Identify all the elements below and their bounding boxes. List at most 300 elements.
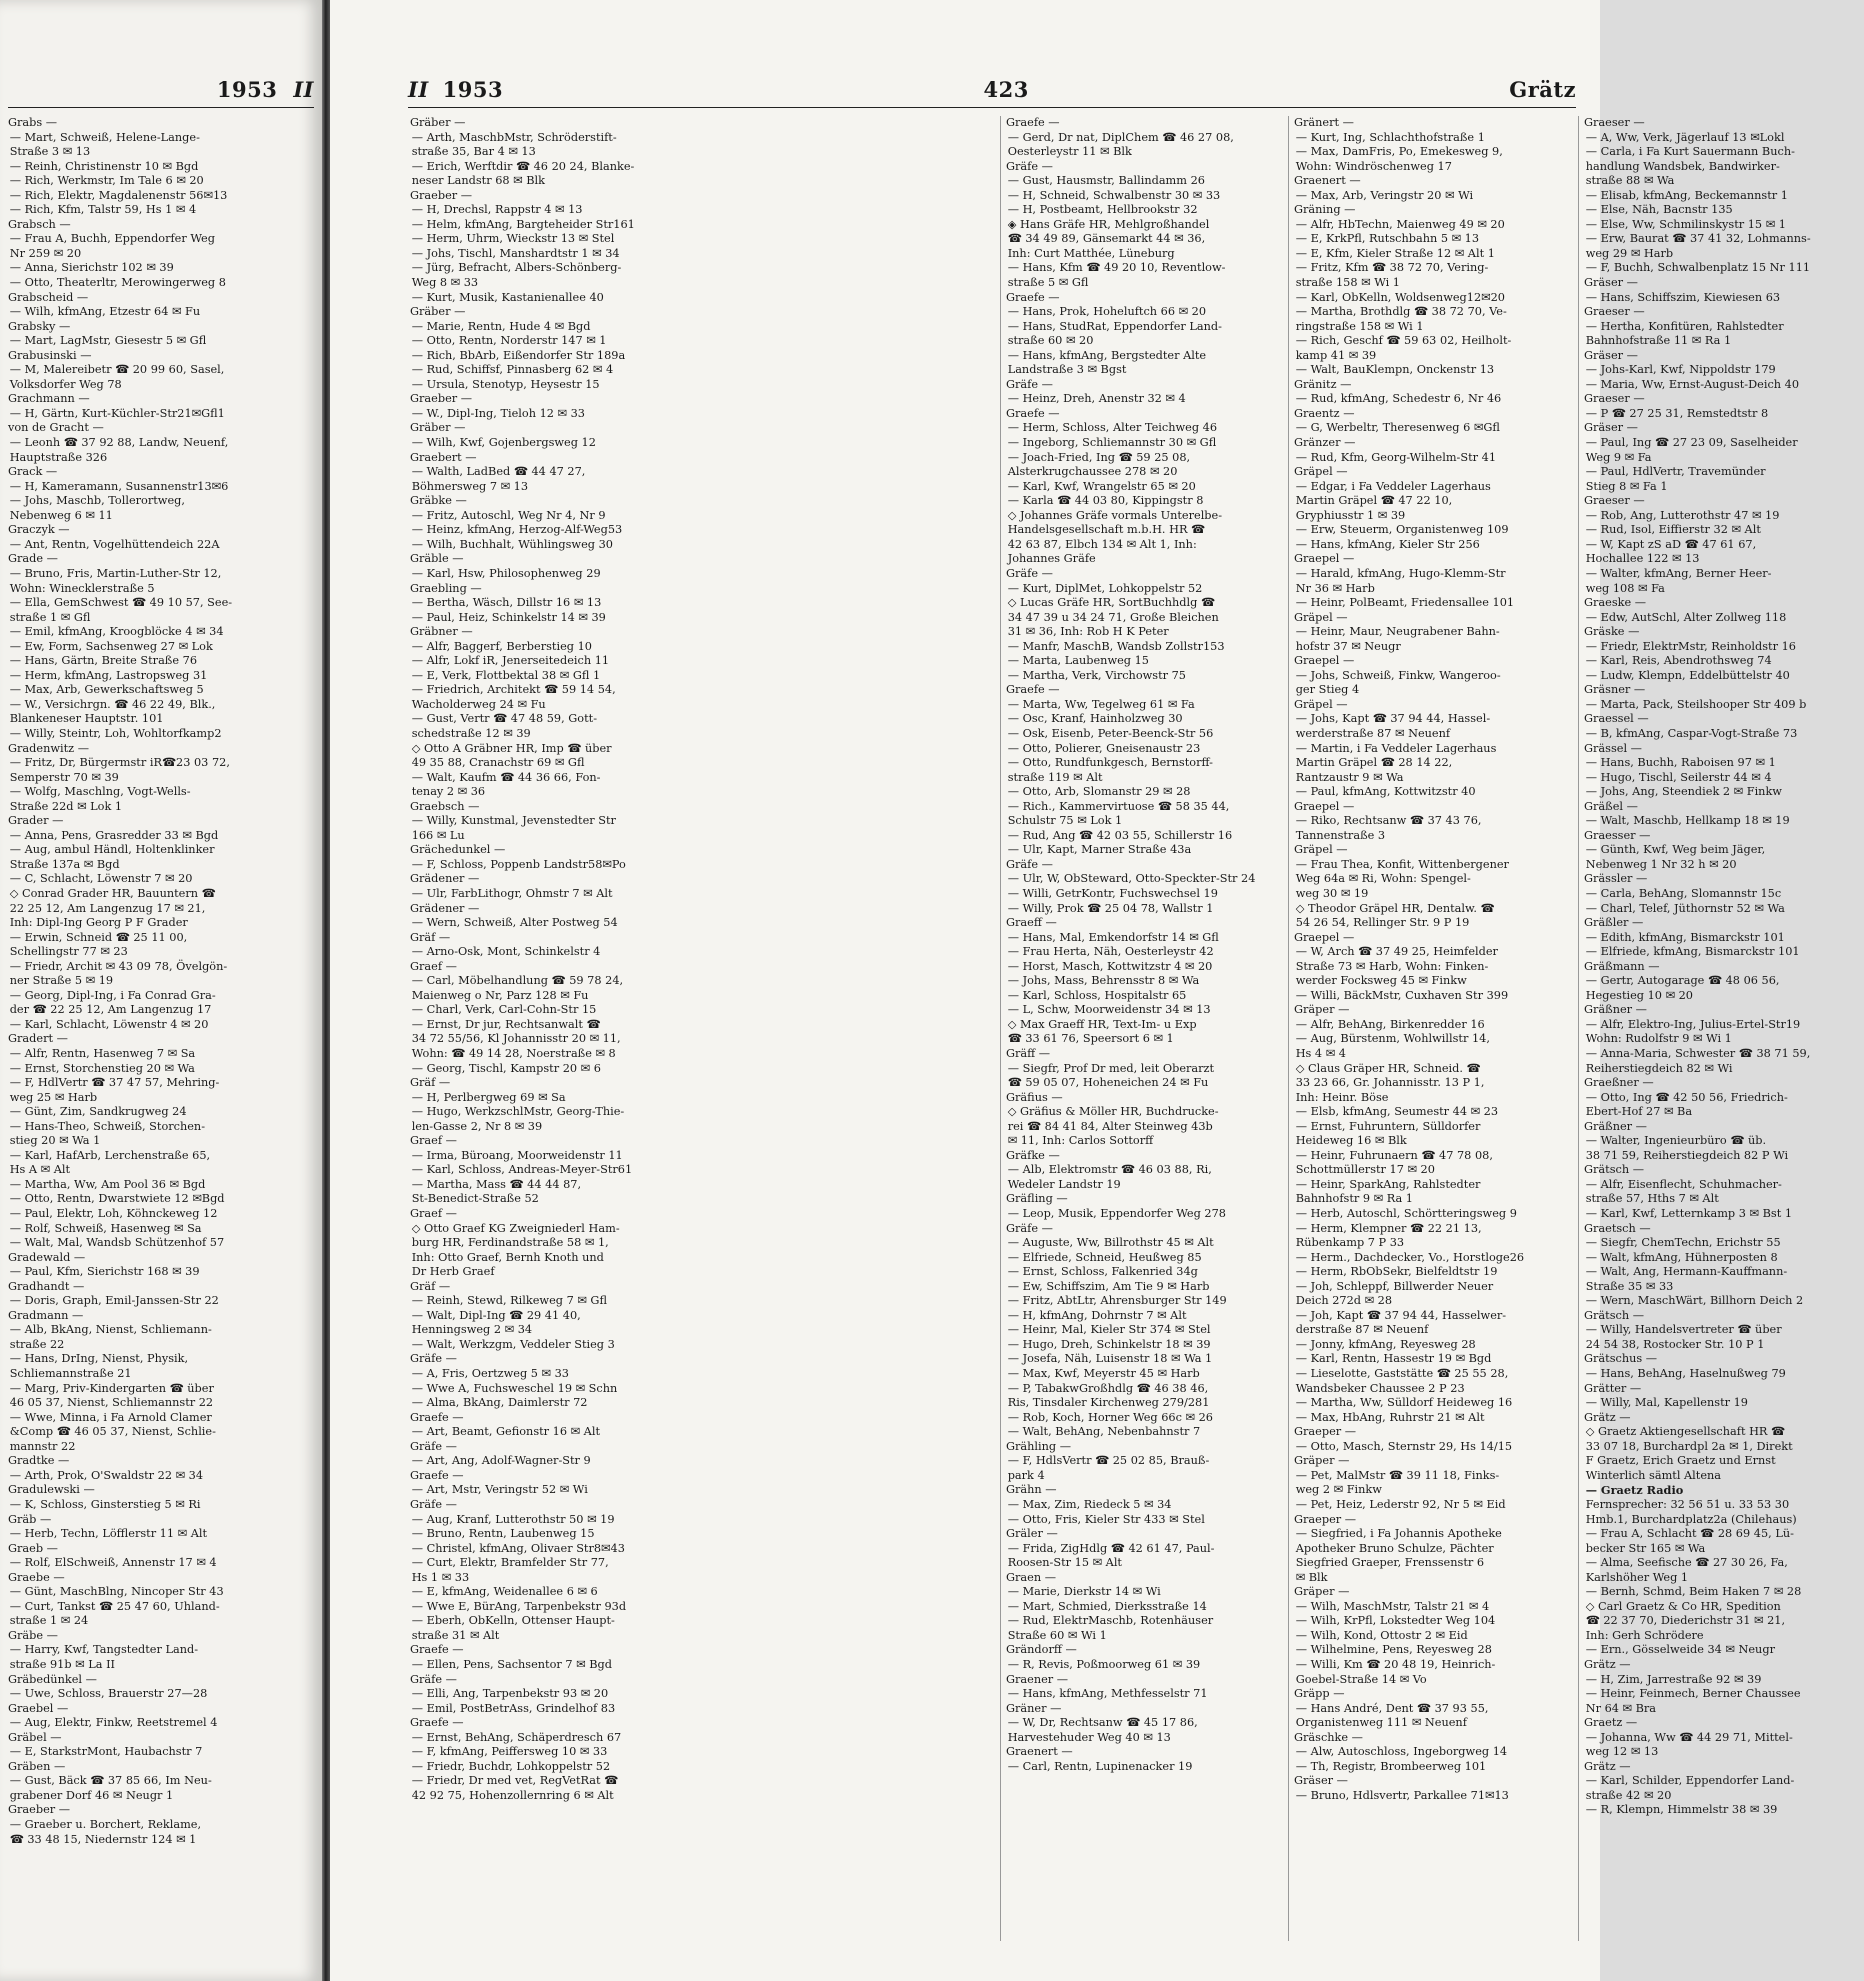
directory-entry: — Wern, Schweiß, Alter Postweg 54 [411, 916, 618, 930]
directory-entry: — Arth, MaschbMstr, Schröderstift- [411, 130, 617, 144]
surname-heading: Gräfe — [410, 1439, 457, 1453]
directory-entry: — Helm, kfmAng, Bargteheider Str161 [411, 217, 635, 231]
directory-entry: ☎ 59 05 07, Hoheneichen 24 ✉ Fu [1007, 1076, 1209, 1090]
directory-entry: — Rud, Isol, Eiffierstr 32 ✉ Alt [1585, 523, 1761, 537]
directory-entry: — Johs, Maschb, Tollerortweg, [9, 494, 185, 508]
directory-entry: ger Stieg 4 [1295, 683, 1360, 697]
company-entry: ◇ Max Graeff HR, Text-Im- u Exp [1007, 1017, 1197, 1031]
directory-entry: Wohn: Rudolfstr 9 ✉ Wi 1 [1585, 1032, 1732, 1046]
directory-entry: — L, Schw, Moorweidenstr 34 ✉ 13 [1007, 1003, 1211, 1017]
directory-entry: Wedeler Landstr 19 [1007, 1177, 1121, 1191]
directory-entry: Martin Gräpel ☎ 28 14 22, [1295, 756, 1453, 770]
directory-entry: — Johs, Ang, Steendiek 2 ✉ Finkw [1585, 785, 1782, 799]
surname-heading: Gränzer — [1294, 436, 1356, 450]
directory-entry: — Paul, Heiz, Schinkelstr 14 ✉ 39 [411, 610, 606, 624]
directory-entry: — Mart, Schmied, Dierksstraße 14 [1007, 1599, 1207, 1613]
directory-entry: ☎ 33 48 15, Niedernstr 124 ✉ 1 [9, 1832, 197, 1846]
column-divider [1578, 116, 1579, 1941]
directory-entry: 166 ✉ Lu [411, 828, 465, 842]
directory-entry: — Elfriede, kfmAng, Bismarckstr 101 [1585, 945, 1800, 959]
surname-heading: Gräpel — [1294, 610, 1348, 624]
directory-entry: derstraße 87 ✉ Neuenf [1295, 1323, 1429, 1337]
directory-entry: 42 63 87, Elbch 134 ✉ Alt 1, Inh: [1007, 537, 1197, 551]
directory-entry: — Josefa, Näh, Luisenstr 18 ✉ Wa 1 [1007, 1352, 1213, 1366]
directory-entry: Hmb.1, Burchardplatz2a (Chilehaus) [1585, 1512, 1797, 1526]
directory-entry: Rantzaustr 9 ✉ Wa [1295, 770, 1404, 784]
company-entry: ◇ Otto Graef KG Zweigniederl Ham- [411, 1221, 620, 1235]
directory-entry: — Johs, Schweiß, Finkw, Wangeroo- [1295, 668, 1501, 682]
directory-entry: — Walt, BauKlempn, Onckenstr 13 [1295, 363, 1495, 377]
surname-heading: Graetz — [1584, 1716, 1638, 1730]
directory-entry: — Art, Ang, Adolf-Wagner-Str 9 [411, 1454, 591, 1468]
surname-heading: Gräff — [1006, 1047, 1051, 1060]
directory-entry: — Karl, Schloss, Andreas-Meyer-Str61 [411, 1163, 633, 1177]
directory-entry: 22 25 12, Am Langenzug 17 ✉ 21, [9, 901, 206, 915]
surname-heading: Graebert — [410, 450, 477, 464]
directory-entry: — Hans, Kfm ☎ 49 20 10, Reventlow- [1007, 261, 1226, 275]
directory-entry: — Pet, MalMstr ☎ 39 11 18, Finks- [1295, 1468, 1500, 1482]
directory-entry: — Martha, Ww, Am Pool 36 ✉ Bgd [9, 1177, 206, 1191]
directory-entry: weg 30 ✉ 19 [1295, 886, 1369, 900]
directory-entry: — Art, Beamt, Gefionstr 16 ✉ Alt [411, 1425, 600, 1439]
directory-entry: Wohn: Winecklerstraße 5 [9, 581, 155, 595]
surname-heading: Graeser — [1584, 305, 1645, 319]
directory-entry: Hauptstraße 326 [9, 450, 108, 464]
directory-entry: — Frau A, Buchh, Eppendorfer Weg [9, 232, 215, 246]
directory-entry: — Max, Arb, Veringstr 20 ✉ Wi [1295, 188, 1474, 202]
surname-heading: Graebe — [8, 1570, 65, 1584]
directory-entry: Deich 272d ✉ 28 [1295, 1294, 1393, 1308]
surname-heading: Graepel — [1294, 552, 1355, 566]
directory-entry: — Hans André, Dent ☎ 37 93 55, [1295, 1701, 1489, 1715]
directory-entry: — Carla, i Fa Kurt Sauermann Buch- [1585, 145, 1795, 159]
directory-entry: — Willy, Steintr, Loh, Wohltorfkamp2 [9, 726, 222, 740]
directory-entry: — Alma, BkAng, Daimlerstr 72 [411, 1396, 588, 1410]
company-entry: ◇ Lucas Gräfe HR, SortBuchhdlg ☎ [1007, 596, 1216, 610]
surname-heading: Graefe — [410, 1468, 464, 1482]
surname-heading: Gräfke — [1006, 1148, 1060, 1162]
directory-entry: — B, kfmAng, Caspar-Vogt-Straße 73 [1585, 726, 1798, 740]
column-divider [1000, 116, 1001, 1941]
directory-entry: — Wwe E, BürAng, Tarpenbekstr 93d [411, 1599, 627, 1613]
surname-heading: Gräner — [1006, 1701, 1062, 1715]
directory-entry: becker Str 165 ✉ Wa [1585, 1541, 1706, 1555]
directory-entry: — H, Gärtn, Kurt-Küchler-Str21✉Gfl1 [9, 406, 225, 420]
surname-heading: Gräsner — [1584, 683, 1646, 697]
directory-entry: — Edgar, i Fa Veddeler Lagerhaus [1295, 479, 1491, 493]
directory-entry: — Ulr, FarbLithogr, Ohmstr 7 ✉ Alt [411, 886, 613, 900]
directory-entry: — Auguste, Ww, Billrothstr 45 ✉ Alt [1007, 1236, 1214, 1250]
directory-entry: — Willy, Prok ☎ 25 04 78, Wallstr 1 [1007, 901, 1214, 915]
directory-entry: Reiherstiegdeich 82 ✉ Wi [1585, 1061, 1733, 1075]
directory-entry: ☎ 34 49 89, Gänsemarkt 44 ✉ 36, [1007, 232, 1206, 246]
surname-heading: Gräben — [8, 1759, 66, 1773]
directory-entry: der ☎ 22 25 12, Am Langenzug 17 [9, 1003, 212, 1017]
directory-entry: F Graetz, Erich Graetz und Ernst [1585, 1454, 1776, 1468]
directory-entry: — Graetz Radio [1585, 1483, 1684, 1498]
directory-entry: straße 42 ✉ 20 [1585, 1788, 1672, 1802]
directory-entry: — W., Dipl-Ing, Tieloh 12 ✉ 33 [411, 406, 585, 420]
directory-entry: — H, Perlbergweg 69 ✉ Sa [411, 1090, 566, 1104]
directory-entry: hofstr 37 ✉ Neugr [1295, 639, 1401, 653]
directory-entry: — Ernst, Schloss, Falkenried 34g [1007, 1265, 1198, 1279]
directory-entry: 34 47 39 u 34 24 71, Große Bleichen [1007, 610, 1219, 624]
directory-entry: — Otto, Theaterltr, Merowingerweg 8 [9, 276, 226, 290]
directory-entry: — Ew, Schiffszim, Am Tie 9 ✉ Harb [1007, 1279, 1210, 1293]
directory-entry: — Elsb, kfmAng, Seumestr 44 ✉ 23 [1295, 1105, 1499, 1119]
directory-entry: — Ant, Rentn, Vogelhüttendeich 22A [9, 537, 220, 551]
surname-heading: Graepel — [1294, 930, 1355, 944]
directory-entry: — Hugo, WerkzschlMstr, Georg-Thie- [411, 1105, 625, 1119]
surname-heading: Graeser — [1584, 392, 1645, 406]
directory-entry: Inh: Curt Matthée, Lüneburg [1007, 246, 1175, 260]
directory-entry: — Siegfr, Prof Dr med, leit Oberarzt [1007, 1061, 1215, 1075]
directory-entry: — Paul, Elektr, Loh, Köhnckeweg 12 [9, 1207, 218, 1221]
surname-heading: Gräfe — [1006, 159, 1053, 173]
running-head: Grätz [1509, 77, 1576, 102]
directory-entry: — Paul, HdlVertr, Travemünder [1585, 465, 1766, 479]
directory-entry: — Alma, Seefische ☎ 27 30 26, Fa, [1585, 1556, 1788, 1570]
directory-entry: Wohn: ☎ 49 14 28, Noerstraße ✉ 8 [411, 1047, 616, 1060]
directory-entry: — Heinr, Mal, Kieler Str 374 ✉ Stel [1007, 1323, 1211, 1337]
surname-heading: Grätsch — [1584, 1163, 1644, 1177]
directory-entry: — Otto, Rundfunkgesch, Bernstorff- [1007, 756, 1213, 770]
directory-entry: Hegestieg 10 ✉ 20 [1585, 988, 1693, 1002]
directory-entry: — Emil, kfmAng, Kroogblöcke 4 ✉ 34 [9, 625, 224, 639]
surname-heading: Gradenwitz — [8, 741, 90, 755]
directory-entry: Stieg 8 ✉ Fa 1 [1585, 479, 1668, 493]
directory-entry: — Pet, Heiz, Lederstr 92, Nr 5 ✉ Eid [1295, 1497, 1506, 1511]
directory-entry: — Aug, Elektr, Finkw, Reetstremel 4 [9, 1716, 218, 1730]
company-entry: ◇ Conrad Grader HR, Bauuntern ☎ [9, 886, 216, 900]
directory-entry: len-Gasse 2, Nr 8 ✉ 39 [411, 1119, 543, 1133]
directory-entry: — G, Werbeltr, Theresenweg 6 ✉Gfl [1295, 421, 1500, 435]
directory-entry: — M, Malereibetr ☎ 20 99 60, Sasel, [9, 363, 225, 377]
directory-entry: 33 07 18, Burchardpl 2a ✉ 1, Direkt [1585, 1439, 1793, 1453]
header-rule [8, 107, 314, 108]
directory-entry: — Karla ☎ 44 03 80, Kippingstr 8 [1007, 494, 1204, 508]
directory-entry: — Herm, Klempner ☎ 22 21 13, [1295, 1221, 1482, 1235]
directory-entry: 49 35 88, Cranachstr 69 ✉ Gfl [411, 756, 585, 770]
surname-heading: Grähling — [1006, 1439, 1072, 1453]
directory-entry: — Rud, Schiffsf, Pinnasberg 62 ✉ 4 [411, 363, 614, 377]
directory-entry: — Paul, kfmAng, Kottwitzstr 40 [1295, 785, 1476, 799]
directory-entry: Wacholderweg 24 ✉ Fu [411, 697, 546, 711]
directory-entry: 33 23 66, Gr. Johannisstr. 13 P 1, [1295, 1076, 1485, 1090]
surname-heading: Gräfe — [410, 1672, 457, 1686]
directory-entry: Inh: Dipl-Ing Georg P F Grader [9, 916, 188, 930]
directory-entry: Oesterleystr 11 ✉ Blk [1007, 145, 1132, 159]
directory-entry: — Marta, Pack, Steilshooper Str 409 b [1585, 697, 1807, 711]
directory-entry: — Hans, Schiffszim, Kiewiesen 63 [1585, 290, 1781, 304]
directory-entry: — Hans, Mal, Emkendorfstr 14 ✉ Gfl [1007, 930, 1219, 944]
directory-entry: straße 5 ✉ Gfl [1007, 276, 1089, 290]
surname-heading: Grabscheid — [8, 290, 89, 304]
surname-heading: Graeff — [1006, 916, 1057, 930]
directory-entry: — Walter, Ingenieurbüro ☎ üb. [1585, 1134, 1767, 1148]
directory-entry: — Wolfg, Maschlng, Vogt-Wells- [9, 785, 191, 799]
directory-entry: — Fritz, Autoschl, Weg Nr 4, Nr 9 [411, 508, 606, 522]
directory-entry: — Osk, Eisenb, Peter-Beenck-Str 56 [1007, 726, 1214, 740]
surname-heading: Graeber — [410, 392, 473, 406]
surname-heading: Grätz — [1584, 1410, 1631, 1424]
directory-entry: — W, Kapt zS aD ☎ 47 61 67, [1585, 537, 1757, 551]
directory-entry: — Otto, Masch, Sternstr 29, Hs 14/15 [1295, 1439, 1513, 1453]
directory-entry: — Hans, DrIng, Nienst, Physik, [9, 1352, 189, 1366]
directory-entry: — Joach-Fried, Ing ☎ 59 25 08, [1007, 450, 1191, 464]
directory-entry: — Heinz, Dreh, Anenstr 32 ✉ 4 [1007, 392, 1186, 406]
directory-entry: — Joh, Kapt ☎ 37 94 44, Hasselwer- [1295, 1308, 1507, 1322]
directory-entry: Handelsgesellschaft m.b.H. HR ☎ [1007, 523, 1206, 537]
directory-entry: — Art, Mstr, Veringstr 52 ✉ Wi [411, 1483, 588, 1497]
directory-entry: — Alfr, BehAng, Birkenredder 16 [1295, 1017, 1485, 1031]
left-header-part: II [293, 77, 314, 102]
directory-entry: — Rich, Geschf ☎ 59 63 02, Heilholt- [1295, 334, 1512, 348]
book-gutter [322, 0, 330, 1981]
directory-entry: — Gust, Vertr ☎ 47 48 59, Gott- [411, 712, 598, 726]
directory-entry: Weg 9 ✉ Fa [1585, 450, 1652, 464]
directory-entry: ✉ Blk [1295, 1570, 1328, 1584]
directory-entry: — Mart, LagMstr, Giesestr 5 ✉ Gfl [9, 334, 207, 348]
directory-entry: — Willi, GetrKontr, Fuchswechsel 19 [1007, 886, 1218, 900]
directory-entry: — Ew, Form, Sachsenweg 27 ✉ Lok [9, 639, 213, 653]
directory-entry: — Charl, Telef, Jüthornstr 52 ✉ Wa [1585, 901, 1785, 915]
directory-entry: — Karl, Rentn, Hassestr 19 ✉ Bgd [1295, 1352, 1492, 1366]
directory-entry: — Arno-Osk, Mont, Schinkelstr 4 [411, 945, 601, 959]
directory-entry: — Walt, Werkzgm, Veddeler Stieg 3 [411, 1337, 615, 1351]
directory-entry: — Wilh, MaschMstr, Talstr 21 ✉ 4 [1295, 1599, 1490, 1613]
directory-entry: 38 71 59, Reiherstiegdeich 82 P Wi [1585, 1148, 1789, 1162]
directory-entry: — Marie, Dierkstr 14 ✉ Wi [1007, 1585, 1161, 1599]
surname-heading: Grätz — [1584, 1657, 1631, 1671]
left-header-year: 1953 [216, 77, 278, 102]
directory-entry: — Rich., Kammervirtuose ☎ 58 35 44, [1007, 799, 1230, 813]
directory-entry: — E, StarkstrMont, Haubachstr 7 [9, 1745, 203, 1759]
surname-heading: Gräser — [1584, 348, 1638, 362]
surname-heading: Grätz — [1584, 1759, 1631, 1773]
directory-entry: — Hans, kfmAng, Bergstedter Alte [1007, 348, 1207, 362]
directory-entry: 24 54 38, Rostocker Str. 10 P 1 [1585, 1337, 1765, 1351]
surname-heading: Gradulewski — [8, 1483, 95, 1497]
directory-entry: — Alb, BkAng, Nienst, Schliemann- [9, 1323, 212, 1337]
directory-entry: — Hans, Gärtn, Breite Straße 76 [9, 654, 198, 668]
surname-heading: Gradhandt — [8, 1279, 85, 1293]
surname-heading: Graeske — [1584, 596, 1647, 610]
directory-entry: straße 1 ✉ 24 [9, 1614, 89, 1628]
directory-entry: — F, Buchh, Schwalbenplatz 15 Nr 111 [1585, 261, 1811, 275]
directory-entry: — Karl, Hsw, Philosophenweg 29 [411, 566, 601, 580]
directory-entry: Weg 8 ✉ 33 [411, 276, 479, 290]
directory-entry: — Edw, AutSchl, Alter Zollweg 118 [1585, 610, 1787, 624]
directory-entry: straße 35, Bar 4 ✉ 13 [411, 145, 536, 159]
directory-entry: — Alfr, Eisenflecht, Schuhmacher- [1585, 1177, 1782, 1191]
directory-entry: — Siegfr, ChemTechn, Erichstr 55 [1585, 1236, 1781, 1250]
surname-heading: Graeber — [410, 188, 473, 202]
directory-entry: — Else, Näh, Bacnstr 135 [1585, 203, 1733, 217]
directory-entry: — Günt, MaschBlng, Nincoper Str 43 [9, 1585, 224, 1599]
directory-entry: 42 92 75, Hohenzollernring 6 ✉ Alt [411, 1788, 614, 1802]
surname-heading: Gräbner — [410, 625, 473, 639]
directory-entry: — Herm, Schloss, Alter Teichweg 46 [1007, 421, 1218, 435]
directory-entry: — Alfr, Rentn, Hasenweg 7 ✉ Sa [9, 1047, 196, 1060]
directory-entry: — Reinh, Christinenstr 10 ✉ Bgd [9, 159, 199, 173]
directory-entry: — Ernst, Fuhruntern, Sülldorfer [1295, 1119, 1481, 1133]
directory-entry: — Hertha, Konfitüren, Rahlstedter [1585, 319, 1784, 333]
directory-entry: St-Benedict-Straße 52 [411, 1192, 539, 1206]
directory-entry: Roosen-Str 15 ✉ Alt [1007, 1556, 1122, 1570]
directory-entry: — H, kfmAng, Dohrnstr 7 ✉ Alt [1007, 1308, 1187, 1322]
directory-entry: — Th, Registr, Brombeerweg 101 [1295, 1759, 1487, 1773]
surname-heading: Grätschus — [1584, 1352, 1658, 1366]
directory-entry: — Ulr, Kapt, Marner Straße 43a [1007, 843, 1192, 857]
directory-entry: — Gertr, Autogarage ☎ 48 06 56, [1585, 974, 1780, 988]
directory-entry: — Edith, kfmAng, Bismarckstr 101 [1585, 930, 1785, 944]
directory-entry: Hochallee 122 ✉ 13 [1585, 552, 1700, 566]
directory-entry: ☎ 22 37 70, Diederichstr 31 ✉ 21, [1585, 1614, 1786, 1628]
directory-entry: — Walt, Dipl-Ing ☎ 29 41 40, [411, 1308, 581, 1322]
directory-entry: — Marta, Ww, Tegelweg 61 ✉ Fa [1007, 697, 1195, 711]
directory-entry: — Doris, Graph, Emil-Janssen-Str 22 [9, 1294, 219, 1308]
surname-heading: Graeser — [1584, 116, 1645, 129]
surname-heading: Graepel — [1294, 799, 1355, 813]
directory-entry: — Carl, Möbelhandlung ☎ 59 78 24, [411, 974, 624, 988]
directory-entry: — Hans-Theo, Schweiß, Storchen- [9, 1119, 206, 1133]
directory-entry: — Herm., Dachdecker, Vo., Horstloge26 [1295, 1250, 1525, 1264]
surname-heading: Gradmann — [8, 1308, 84, 1322]
directory-entry: — Bertha, Wäsch, Dillstr 16 ✉ 13 [411, 596, 602, 610]
directory-entry: — Hugo, Tischl, Seilerstr 44 ✉ 4 [1585, 770, 1772, 784]
company-entry: ◇ Claus Gräper HR, Schneid. ☎ [1295, 1061, 1481, 1075]
surname-heading: Grade — [8, 552, 58, 566]
surname-heading: Gräser — [1584, 421, 1638, 435]
directory-entry: — Otto, Arb, Slomanstr 29 ✉ 28 [1007, 785, 1191, 799]
directory-entry: — Hans, BehAng, Haselnußweg 79 [1585, 1367, 1786, 1381]
surname-heading: Graeser — [1584, 494, 1645, 508]
directory-entry: — Otto, Rentn, Dwarstwiete 12 ✉Bgd [9, 1192, 225, 1206]
directory-entry: — Paul, Kfm, Sierichstr 168 ✉ 39 [9, 1265, 200, 1279]
directory-entry: Straße 3 ✉ 13 [9, 145, 91, 159]
directory-entry: — Frau Thea, Konfit, Wittenbergener [1295, 857, 1509, 871]
directory-entry: — Curt, Tankst ☎ 25 47 60, Uhland- [9, 1599, 220, 1613]
directory-entry: — Siegfried, i Fa Johannis Apotheke [1295, 1527, 1502, 1541]
directory-entry: — Fritz, Dr, Bürgermstr iR☎23 03 72, [9, 756, 230, 770]
directory-entry: — Martha, Brothdlg ☎ 38 72 70, Ve- [1295, 305, 1507, 319]
directory-entry: ✉ 11, Inh: Carlos Sottorff [1007, 1134, 1154, 1148]
directory-entry: — Horst, Masch, Kottwitzstr 4 ✉ 20 [1007, 959, 1213, 973]
directory-entry: Schulstr 75 ✉ Lok 1 [1007, 814, 1123, 828]
surname-heading: Graefe — [1006, 406, 1060, 420]
directory-entry: — Curt, Elektr, Bramfelder Str 77, [411, 1556, 609, 1570]
directory-entry: kamp 41 ✉ 39 [1295, 348, 1377, 362]
directory-entry: weg 2 ✉ Finkw [1295, 1483, 1382, 1497]
surname-heading: Graeper — [1294, 1425, 1357, 1439]
surname-heading: Gradert — [8, 1032, 68, 1046]
directory-entry: — Karl, Kwf, Wrangelstr 65 ✉ 20 [1007, 479, 1196, 493]
surname-heading: Gräbke — [410, 494, 467, 508]
directory-entry: Landstraße 3 ✉ Bgst [1007, 363, 1127, 377]
directory-entry: — Alfr, Elektro-Ing, Julius-Ertel-Str19 [1585, 1017, 1801, 1031]
surname-heading: Gräske — [1584, 625, 1640, 639]
directory-entry: — Bruno, Rentn, Laubenweg 15 [411, 1527, 595, 1541]
surname-heading: Graefe — [1006, 683, 1060, 697]
directory-entry: — E, Kfm, Kieler Straße 12 ✉ Alt 1 [1295, 246, 1495, 260]
directory-entry: — W, Dr, Rechtsanw ☎ 45 17 86, [1007, 1716, 1198, 1730]
directory-entry: straße 91b ✉ La II [9, 1657, 115, 1671]
directory-entry: — Uwe, Schloss, Brauerstr 27—28 [9, 1687, 208, 1701]
surname-heading: Graefe — [1006, 116, 1060, 129]
directory-entry: — R, Klempn, Himmelstr 38 ✉ 39 [1585, 1803, 1778, 1817]
directory-entry: Bahnhofstraße 11 ✉ Ra 1 [1585, 334, 1732, 348]
surname-heading: Gräpel — [1294, 843, 1348, 857]
directory-entry: — H, Zim, Jarrestraße 92 ✉ 39 [1585, 1672, 1762, 1686]
directory-entry: — Anna, Sierichstr 102 ✉ 39 [9, 261, 174, 275]
directory-entry: — Wwe, Minna, i Fa Arnold Clamer [9, 1410, 212, 1424]
company-entry: ◇ Carl Graetz & Co HR, Spedition [1585, 1599, 1781, 1613]
directory-entry: — Jonny, kfmAng, Reyesweg 28 [1295, 1337, 1476, 1351]
directory-entry: — Joh, Schleppf, Billwerder Neuer [1295, 1279, 1494, 1293]
directory-entry: — Walt, Ang, Hermann-Kauffmann- [1585, 1265, 1788, 1279]
directory-entry: Wohn: Windröschenweg 17 [1295, 159, 1452, 173]
surname-heading: Grätter — [1584, 1381, 1642, 1395]
directory-entry: — Walth, LadBed ☎ 44 47 27, [411, 465, 586, 479]
directory-entry: straße 158 ✉ Wi 1 [1295, 276, 1400, 290]
directory-entry: — Rich, BbArb, Eißendorfer Str 189a [411, 348, 626, 362]
surname-heading: Grähn — [1006, 1483, 1057, 1497]
directory-entry: ner Straße 5 ✉ 19 [9, 974, 114, 988]
surname-heading: Grachmann — [8, 392, 90, 406]
directory-entry: — Ern., Gösselweide 34 ✉ Neugr [1585, 1643, 1775, 1657]
surname-heading: Grädener — [410, 872, 480, 886]
directory-entry: Ebert-Hof 27 ✉ Ba [1585, 1105, 1693, 1119]
directory-entry: — R, Revis, Poßmoorweg 61 ✉ 39 [1007, 1657, 1201, 1671]
directory-entry: — Marta, Laubenweg 15 [1007, 654, 1149, 668]
directory-entry: — Otto, Rentn, Norderstr 147 ✉ 1 [411, 334, 607, 348]
directory-entry: — Karl, Schilder, Eppendorfer Land- [1585, 1774, 1795, 1788]
surname-heading: Graetsch — [1584, 1221, 1651, 1235]
surname-heading: Graeb — [8, 1541, 58, 1555]
surname-heading: Graef — [410, 959, 457, 973]
directory-entry: — Otto, Polierer, Gneisenaustr 23 [1007, 741, 1201, 755]
directory-entry: — Erw, Steuerm, Organistenweg 109 [1295, 523, 1509, 537]
directory-entry: Maienweg o Nr, Parz 128 ✉ Fu [411, 988, 589, 1002]
directory-entry: — W., Versichrgn. ☎ 46 22 49, Blk., [9, 697, 216, 711]
directory-entry: — Karl, Kwf, Letternkamp 3 ✉ Bst 1 [1585, 1207, 1793, 1221]
surname-heading: Grabusinski — [8, 348, 92, 362]
directory-entry: — Max, Arb, Gewerkschaftsweg 5 [9, 683, 204, 697]
directory-entry: — Hans, kfmAng, Kieler Str 256 [1295, 537, 1480, 551]
directory-entry: — A, Ww, Verk, Jägerlauf 13 ✉Lokl [1585, 130, 1785, 144]
directory-entry: Tannenstraße 3 [1295, 828, 1386, 842]
directory-entry: — Gerd, Dr nat, DiplChem ☎ 46 27 08, [1007, 130, 1234, 144]
directory-entry: — Günth, Kwf, Weg beim Jäger, [1585, 843, 1766, 857]
directory-entry: Dr Herb Graef [411, 1265, 495, 1279]
directory-entry: Hs A ✉ Alt [9, 1163, 71, 1177]
directory-entry: — W, Arch ☎ 37 49 25, Heimfelder [1295, 945, 1498, 959]
left-column-1 [8, 116, 316, 1971]
surname-heading: Gräpel — [1294, 465, 1348, 479]
directory-entry: — A, Fris, Oertzweg 5 ✉ 33 [411, 1367, 569, 1381]
directory-entry: Nebenweg 1 Nr 32 h ✉ 20 [1585, 857, 1737, 871]
surname-heading: Gräber — [410, 305, 466, 319]
directory-entry: Schliemannstraße 21 [9, 1367, 132, 1381]
directory-entry: — Martha, Mass ☎ 44 44 87, [411, 1177, 582, 1191]
surname-heading: Gräfe — [1006, 566, 1053, 580]
directory-entry: — Wilhelmine, Pens, Reyesweg 28 [1295, 1643, 1492, 1657]
directory-entry: — Heinr, PolBeamt, Friedensallee 101 [1295, 596, 1515, 610]
directory-entry: — Wilh, KrPfl, Lokstedter Weg 104 [1295, 1614, 1496, 1628]
directory-entry: Böhmersweg 7 ✉ 13 [411, 479, 529, 493]
right-page [330, 0, 1811, 1981]
